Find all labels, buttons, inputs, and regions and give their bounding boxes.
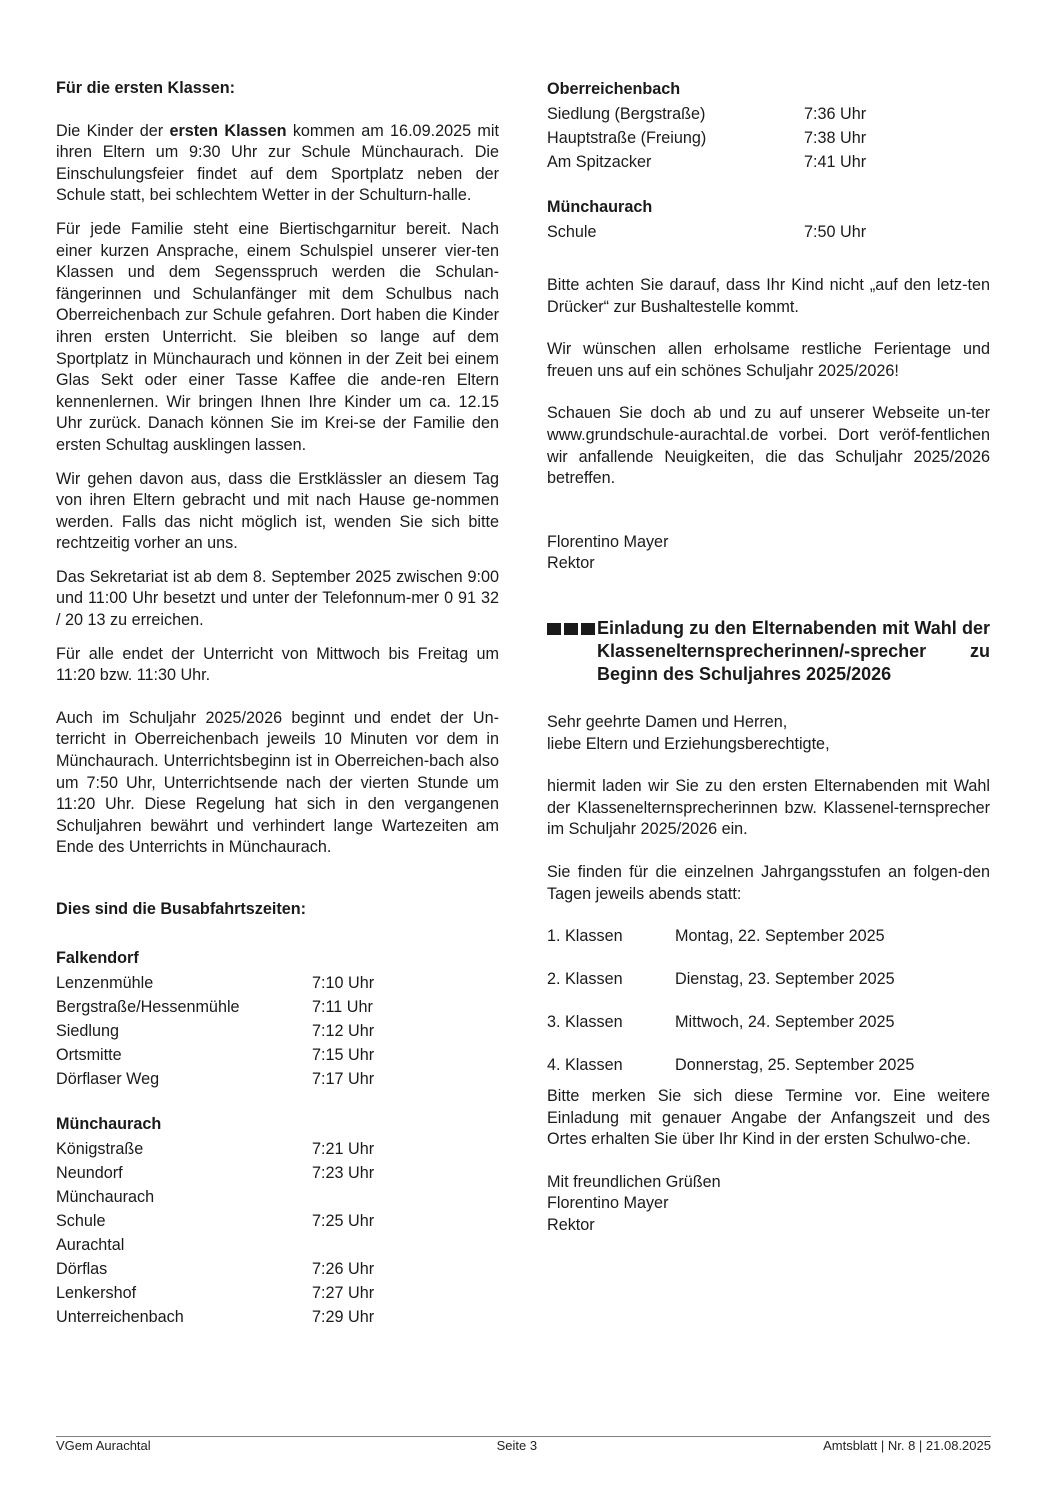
bus-stop-row [56,1161,499,1185]
bus-stop-row [56,1019,499,1043]
schedule-klasse: 2. Klassen [547,970,623,989]
schedule-date: Mittwoch, 24. September 2025 [675,1013,895,1032]
schedule-row [547,925,990,968]
bold-text: ersten Klassen [169,121,287,140]
bus-stop-row [56,971,499,995]
bus-group-muenchaurach-schule [547,194,990,244]
paragraph-letzter-druecker: Bitte achten Sie darauf, dass Ihr Kind nicht „auf den letz-ten Drücker“ zur Bushaltestelle kommt. [547,276,990,316]
signature-role: Rektor [547,554,595,573]
text: Die Kinder der [56,121,170,140]
stop-time: 7:23 Uhr [312,1163,375,1182]
bus-stop-row [56,1257,499,1281]
stop-name: Am Spitzacker [547,153,652,171]
paragraph-einladung: hiermit laden wir Sie zu den ersten Elternabenden mit Wahl der Klassenelternsprecherinnen bzw. Klassenel-ternsprecher im Schuljahr 2025/2026 ein. [547,777,990,839]
paragraph-biertisch: Für jede Familie steht eine Biertischgarnitur bereit. Nach einer kurzen Ansprache, einem Schulspiel unserer vier-ten Klassen und dem Segensspruch werden die Schulan-fängerinnen und Schulanfänger mit dem Schulbus nach Oberreichenbach zur Schule gefahren. Dort haben die Kinder ihren ersten Unterricht. Sie bleiben so lange auf dem Sportplatz in Münchaurach und können in der Zeit bei einem Glas Sekt oder einer Tasse Kaffee die ande-ren Eltern kennenlernen. Wir bringen Ihnen Ihre Kinder um ca. 12.15 Uhr zurück. Danach können Sie im Krei-se der Familie den ersten Schultag ausklingen lassen. [56,219,499,454]
bus-stop-row [547,150,990,174]
heading-busabfahrtszeiten: Dies sind die Busabfahrtszeiten: [56,900,307,918]
greeting [547,712,990,755]
stop-name: Aurachtal [56,1235,125,1254]
stop-name: Siedlung (Bergstraße) [547,105,706,123]
stop-time: 7:29 Uhr [312,1307,375,1326]
schedule-row [547,968,990,1011]
footer-publisher: VGem Aurachtal [56,1438,151,1453]
section-title: Einladung zu den Elternabenden mit Wahl der Klassenelternsprecherinnen/-sprecher zu Beginn des Schuljahres 2025/2026 [597,617,990,684]
left-column [56,78,499,1329]
stop-name: Dörflas [56,1259,108,1278]
stop-name: Münchaurach [56,1187,155,1206]
bus-stop-row [56,1067,499,1091]
bus-stop-row [547,126,990,150]
bus-stop-row [56,1043,499,1067]
schedule-list [547,925,990,1086]
greeting-line-1: Sehr geehrte Damen und Herren, [547,712,788,731]
footer-issue: Amtsblatt | Nr. 8 | 21.08.2025 [823,1438,991,1453]
paragraph-unterrichtsende: Für alle endet der Unterricht von Mittwoch bis Freitag um 11:20 bzw. 11:30 Uhr. [56,644,499,685]
stop-time: 7:38 Uhr [804,129,867,147]
stop-name: Schule [56,1211,106,1230]
paragraph-termine-intro: Sie finden für die einzelnen Jahrgangsstufen an folgen-den Tagen jeweils abends statt: [547,862,990,903]
page-footer [56,1436,991,1455]
bus-group-title: Oberreichenbach [547,80,681,98]
stop-name: Ortsmitte [56,1045,122,1064]
schedule-date: Dienstag, 23. September 2025 [675,970,895,989]
greeting-line-2: liebe Eltern und Erziehungsberechtigte, [547,734,830,753]
stop-time: 7:11 Uhr [312,997,373,1016]
schedule-klasse: 4. Klassen [547,1056,623,1075]
bus-group-muenchaurach [56,1111,499,1329]
paragraph-erstklaessler: Wir gehen davon aus, dass die Erstklässler an diesem Tag von ihren Eltern gebracht und mit nach Hause ge-nommen werden. Falls das nicht möglich ist, wenden Sie sich bitte rechtzeitig vorher an uns. [56,469,499,553]
paragraph-ferientage: Wir wünschen allen erholsame restliche Ferientage und freuen uns auf ein schönes Schuljahr 2025/2026! [547,340,990,380]
stop-time: 7:15 Uhr [312,1045,375,1064]
stop-time: 7:27 Uhr [312,1283,375,1302]
footer-page-number: Seite 3 [496,1438,538,1453]
stop-name: Hauptstraße (Freiung) [547,129,707,147]
signature-name: Florentino Mayer [547,532,669,551]
square-bullets-icon [547,617,597,686]
bus-group-falkendorf [56,945,499,1091]
stop-time: 7:50 Uhr [804,223,867,241]
bus-stop-row [56,995,499,1019]
stop-time: 7:41 Uhr [804,153,867,171]
bus-stop-row [56,1209,499,1233]
paragraph-sekretariat: Das Sekretariat ist ab dem 8. September 2025 zwischen 9:00 und 11:00 Uhr besetzt und unter der Telefonnum-mer 0 91 32 / 20 13 zu erreichen. [56,567,499,630]
bus-group-title: Münchaurach [56,1114,162,1133]
schedule-klasse: 3. Klassen [547,1013,623,1032]
paragraph-webseite: Schauen Sie doch ab und zu auf unserer Webseite un-ter www.grundschule-aurachtal.de vorbei. Dort veröf-fentlichen wir anfallende Neuigkeiten, die das Schuljahr 2025/2026 betreffen. [547,404,990,488]
stop-time: 7:26 Uhr [312,1259,375,1278]
closing: Mit freundlichen Grüßen [547,1172,721,1191]
paragraph-oberreichenbach: Auch im Schuljahr 2025/2026 beginnt und endet der Un-terricht in Oberreichenbach jeweils 10 Minuten vor dem in Münchaurach. Unterrichtsbeginn ist in Oberreichen-bach also um 7:50 Uhr, Unterrichtsende nach der vierten Stunde um 11:20 Uhr. Diese Regelung hat sich in den vergangenen Schuljahren bewährt und verhindert lange Wartezeiten am Ende des Unterrichts in Münchaurach. [56,708,499,857]
schedule-row [547,1011,990,1054]
stop-time: 7:12 Uhr [312,1021,375,1040]
bus-stop-row [56,1137,499,1161]
stop-name: Lenkershof [56,1283,137,1302]
bus-stop-row [56,1185,499,1209]
signature-name: Florentino Mayer [547,1194,669,1213]
signature-1 [547,532,990,575]
schedule-date: Montag, 22. September 2025 [675,927,885,946]
bus-group-oberreichenbach [547,76,990,174]
stop-name: Neundorf [56,1163,123,1182]
stop-time: 7:21 Uhr [312,1139,375,1158]
stop-name: Siedlung [56,1021,120,1040]
stop-name: Lenzenmühle [56,973,154,992]
text: kommen am 16.09.2025 mit ihren Eltern um 9:30 Uhr zur Schule Münchaurach. Die Einschulungsfeier findet auf dem Sportplatz neben der Schule statt, bei schlechtem Wetter in der Schulturn-halle. [56,121,499,205]
bus-stop-row [56,1233,499,1257]
schedule-date: Donnerstag, 25. September 2025 [675,1056,915,1075]
stop-time: 7:36 Uhr [804,105,867,123]
signature-2 [547,1172,990,1237]
bus-stop-row [56,1305,499,1329]
schedule-klasse: 1. Klassen [547,927,623,946]
right-column [547,78,990,1237]
stop-time: 7:10 Uhr [312,973,375,992]
stop-name: Dörflaser Weg [56,1069,160,1088]
stop-name: Schule [547,223,597,241]
stop-name: Bergstraße/Hessenmühle [56,997,240,1016]
stop-name: Unterreichenbach [56,1307,184,1326]
stop-time: 7:25 Uhr [312,1211,375,1230]
bus-group-title: Falkendorf [56,948,139,967]
signature-role: Rektor [547,1216,595,1235]
bus-group-title: Münchaurach [547,198,653,216]
stop-name: Königstraße [56,1139,144,1158]
section-heading-elternabende [547,617,990,686]
stop-time: 7:17 Uhr [312,1069,375,1088]
paragraph-einschulung [56,121,499,207]
heading-erste-klassen: Für die ersten Klassen: [56,79,236,97]
bus-stop-row [56,1281,499,1305]
bus-stop-row [547,102,990,126]
schedule-row [547,1054,990,1086]
paragraph-termine-vormerken: Bitte merken Sie sich diese Termine vor. Eine weitere Einladung mit genauer Angabe der Anfangszeit und des Ortes erhalten Sie über Ihr Kind in der ersten Schulwo-che. [547,1087,990,1149]
bus-stop-row [547,220,990,244]
